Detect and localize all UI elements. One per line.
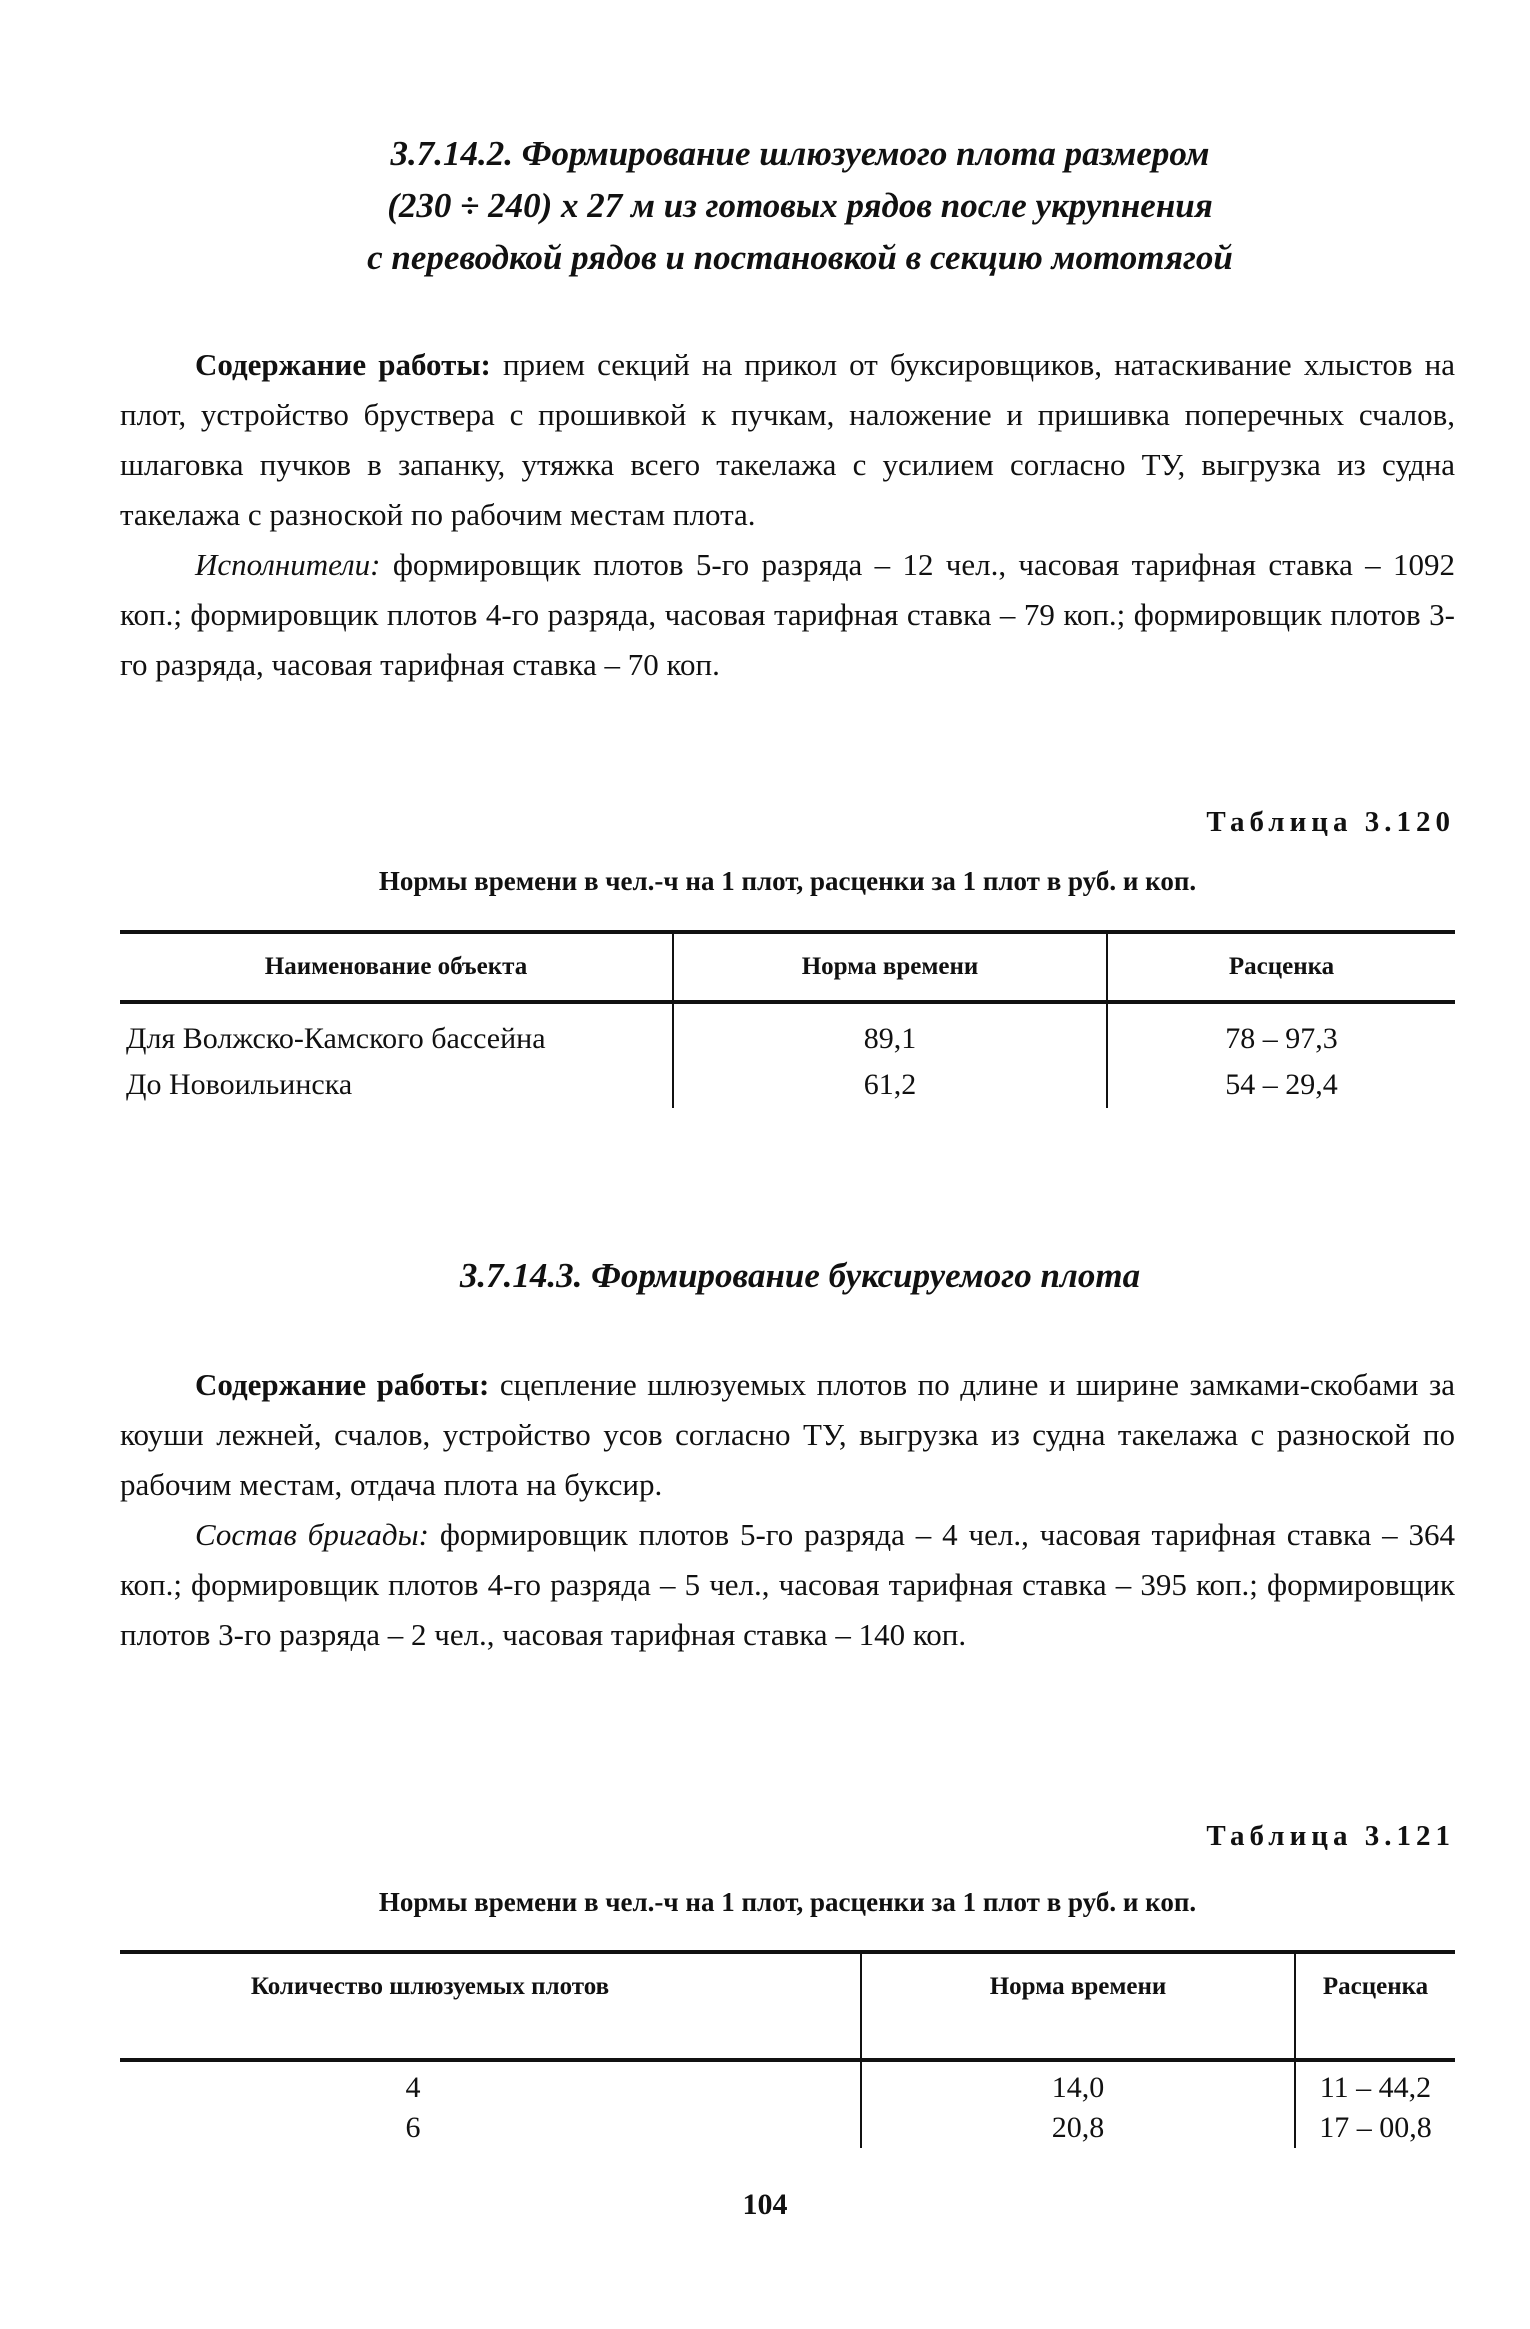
section-title-3-7-14-3: 3.7.14.3. Формирование буксируемого плота xyxy=(459,1256,1141,1295)
header-rate: Расценка xyxy=(1107,932,1455,1002)
table-label-3-121: Таблица 3.121 xyxy=(1206,1820,1455,1852)
cell-time-norm: 20,8 xyxy=(861,2108,1295,2148)
header-raft-count: Количество шлюзуемых плотов xyxy=(120,1952,861,2060)
work-content-paragraph xyxy=(120,340,1455,540)
cell-time-norm: 89,1 xyxy=(673,1002,1107,1062)
workers-label: Исполнители: xyxy=(195,547,381,582)
table-row xyxy=(120,1002,1455,1062)
work-content-text: прием секций на прикол от буксировщиков, натаскивание хлыстов на плот, устройство бруствера с прошивкой к пучкам, наложение и пришивка поперечных счалов, шлаговка пучков в запанку, утяжка всего такелажа с усилием согласно ТУ, выгрузка из судна такелажа с разноской по рабочим местам плота. xyxy=(120,347,1455,532)
cell-rate: 17 – 00,8 xyxy=(1295,2108,1455,2148)
title-line: с переводкой рядов и постановкой в секцию мототягой xyxy=(367,238,1233,277)
cell-raft-count: 4 xyxy=(405,2071,421,2104)
crew-label: Состав бригады: xyxy=(195,1517,429,1552)
cell-rate: 78 – 97,3 xyxy=(1107,1002,1455,1062)
crew-text: формировщик плотов 5-го разряда – 4 чел., часовая тарифная ставка – 364 коп.; формировщик плотов 4-го разряда – 5 чел., часовая тарифная ставка – 395 коп.; формировщик плотов 3-го разряда – 2 чел., часовая тарифная ставка – 140 коп. xyxy=(120,1517,1455,1652)
work-content-label: Содержание работы: xyxy=(195,1367,490,1402)
table-3-121 xyxy=(120,1950,1455,2148)
table-header-row xyxy=(120,1952,1455,2060)
header-time-norm: Норма времени xyxy=(673,932,1107,1002)
table-row xyxy=(120,2108,1455,2148)
cell-object: До Новоильинска xyxy=(126,1068,353,1101)
header-rate: Расценка xyxy=(1295,1952,1455,2060)
workers-paragraph xyxy=(120,540,1455,690)
title-line: (230 ÷ 240) х 27 м из готовых рядов после укрупнения xyxy=(387,186,1213,225)
work-content-paragraph xyxy=(120,1360,1455,1510)
workers-text: формировщик плотов 5-го разряда – 12 чел., часовая тарифная ставка – 1092 коп.; формировщик плотов 4-го разряда, часовая тарифная ставка – 79 коп.; формировщик плотов 3-го разряда, часовая тарифная ставка – 70 коп. xyxy=(120,547,1455,682)
work-content-text: сцепление шлюзуемых плотов по длине и ширине замками-скобами за коуши лежней, счалов, устройство усов согласно ТУ, выгрузка из судна такелажа с разноской по рабочим местам, отдача плота на буксир. xyxy=(120,1367,1455,1502)
cell-rate: 54 – 29,4 xyxy=(1107,1062,1455,1108)
cell-raft-count: 6 xyxy=(405,2111,421,2144)
table-header-row xyxy=(120,932,1455,1002)
table-caption-3-120: Нормы времени в чел.-ч на 1 плот, расценки за 1 плот в руб. и коп. xyxy=(378,866,1197,896)
header-time-norm: Норма времени xyxy=(861,1952,1295,2060)
cell-object: Для Волжско-Камского бассейна xyxy=(126,1022,546,1055)
table-label-3-120: Таблица 3.120 xyxy=(1206,806,1455,838)
table-row xyxy=(120,1062,1455,1108)
section2-body xyxy=(120,1360,1455,1660)
section1-body xyxy=(120,340,1455,690)
cell-time-norm: 61,2 xyxy=(673,1062,1107,1108)
table-row xyxy=(120,2060,1455,2108)
table-3-120 xyxy=(120,930,1455,1108)
title-line: 3.7.14.2. Формирование шлюзуемого плота размером xyxy=(390,134,1210,173)
section-title-3-7-14-2 xyxy=(180,128,1420,284)
cell-rate: 11 – 44,2 xyxy=(1295,2060,1455,2108)
page-number: 104 xyxy=(742,2188,788,2221)
work-content-label: Содержание работы: xyxy=(195,347,491,382)
table-caption-3-121: Нормы времени в чел.-ч на 1 плот, расценки за 1 плот в руб. и коп. xyxy=(378,1887,1197,1917)
crew-paragraph xyxy=(120,1510,1455,1660)
header-object: Наименование объекта xyxy=(120,932,673,1002)
cell-time-norm: 14,0 xyxy=(861,2060,1295,2108)
